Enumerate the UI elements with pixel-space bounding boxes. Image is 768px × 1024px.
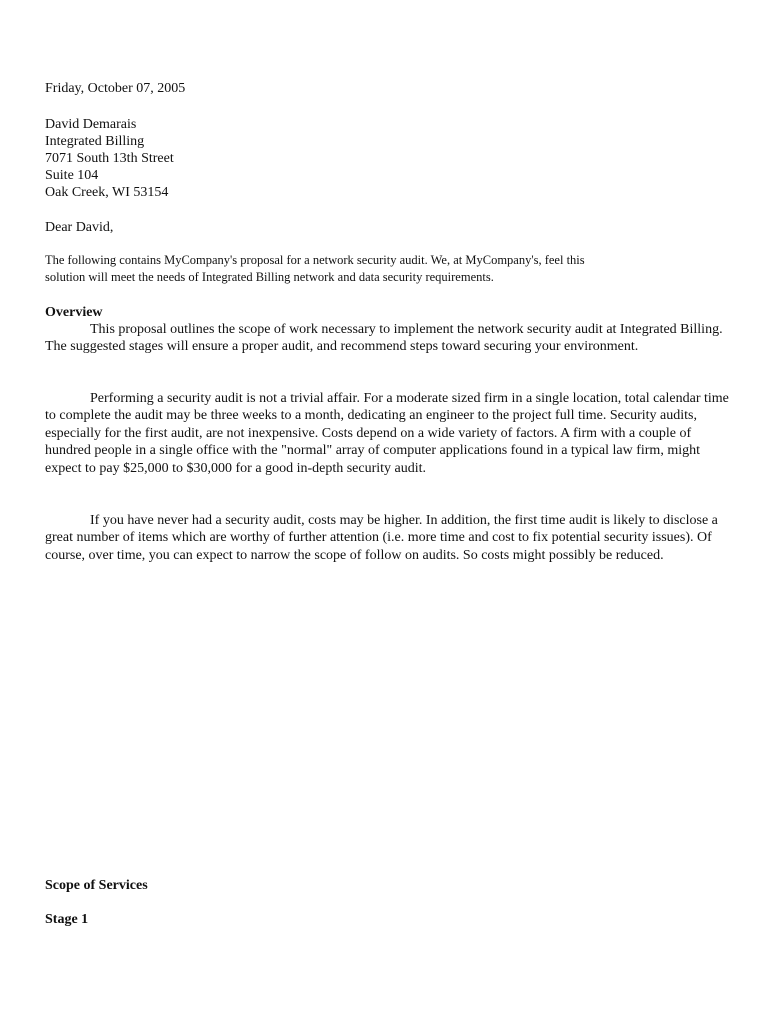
letter-date: Friday, October 07, 2005 <box>45 81 186 96</box>
recipient-city: Oak Creek, WI 53154 <box>45 185 169 200</box>
overview-heading: Overview <box>45 305 103 320</box>
overview-paragraph-3: If you have never had a security audit, costs may be higher. In addition, the first time audit is likely to disclose a great number of items which are worthy of further attention (i.e. more time and cost to fix potential security issues). Of course, over time, you can expect to narrow the scope of follow on audits. So costs might possibly be reduced. <box>45 513 718 563</box>
recipient-suite: Suite 104 <box>45 168 99 183</box>
intro-line-2: solution will meet the needs of Integrated Billing network and data security requirements. <box>45 270 494 284</box>
overview-paragraph-1: This proposal outlines the scope of work necessary to implement the network security audit at Integrated Billing. The suggested stages will ensure a proper audit, and recommend steps toward securing your environment. <box>45 322 723 355</box>
intro-line-1: The following contains MyCompany's proposal for a network security audit. We, at MyCompany's, feel this <box>45 253 585 267</box>
scope-heading: Scope of Services <box>45 878 148 893</box>
recipient-name: David Demarais <box>45 117 137 132</box>
overview-paragraph-2: Performing a security audit is not a trivial affair. For a moderate sized firm in a single location, total calendar time to complete the audit may be three weeks to a month, dedicating an engineer to the project full time. Security audits, especially for the first audit, are not inexpensive. Costs depend on a wide variety of factors. A firm with a couple of hundred people in a single office with the "normal" array of computer applications found in a typical law firm, might expect to pay $25,000 to $30,000 for a good in-depth security audit. <box>45 391 729 476</box>
recipient-street: 7071 South 13th Street <box>45 151 174 166</box>
stage-heading: Stage 1 <box>45 912 89 927</box>
salutation: Dear David, <box>45 220 114 235</box>
recipient-company: Integrated Billing <box>45 134 145 149</box>
